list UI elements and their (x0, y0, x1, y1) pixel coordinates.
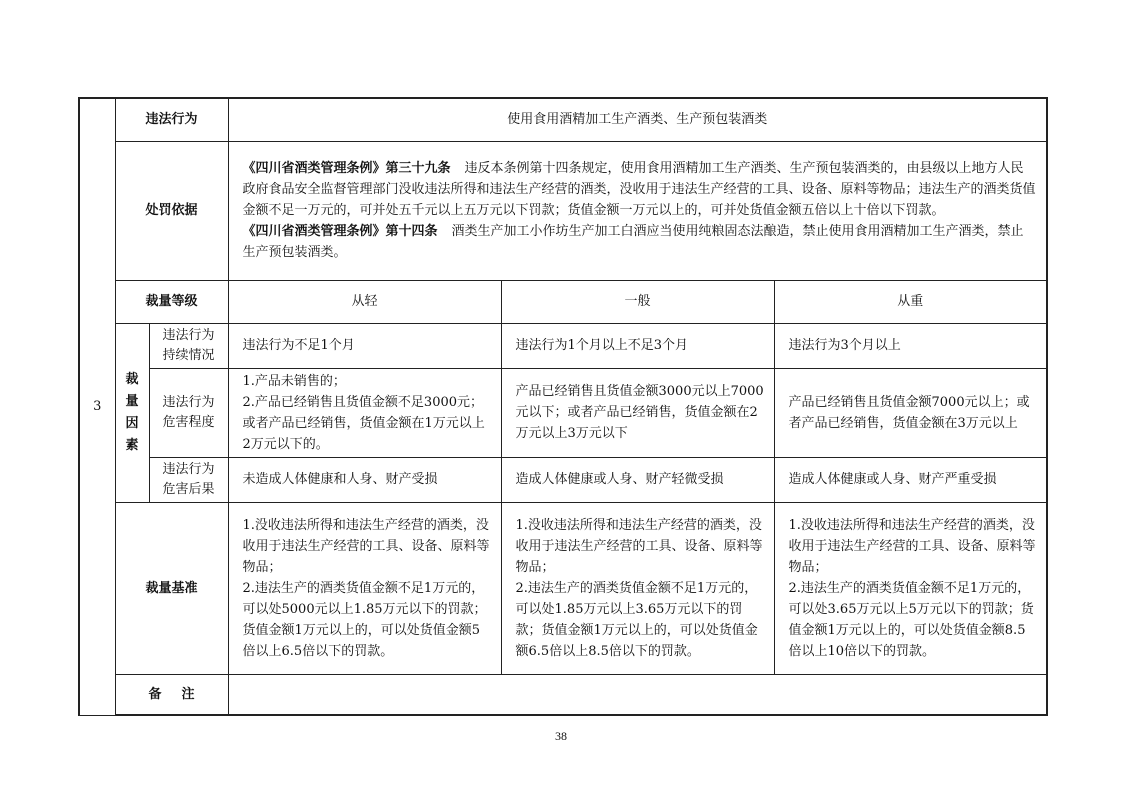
standard-light: 1.没收违法所得和违法生产经营的酒类，没收用于违法生产经营的工具、设备、原料等物品； 2.违法生产的酒类货值金额不足1万元的，可以处5000元以上1.85万元以下的罚款；货值金额1万元以上的，可以处货值金额5倍以上6.5倍以下的罚款。 (228, 502, 501, 674)
standard-normal: 1.没收违法所得和违法生产经营的酒类，没收用于违法生产经营的工具、设备、原料等物品； 2.违法生产的酒类货值金额不足1万元的，可以处1.85万元以上3.65万元以下的罚款；货值金额1万元以上的，可以处货值金额6.5倍以上8.5倍以下的罚款。 (501, 502, 774, 674)
remarks-value (228, 674, 1047, 715)
discretion-table (78, 97, 1048, 716)
factor-duration-label: 违法行为 持续情况 (149, 323, 228, 368)
row-remarks (79, 674, 1047, 715)
row-factor-severity (79, 368, 1047, 457)
duration-normal: 违法行为1个月以上不足3个月 (501, 323, 774, 368)
duration-light: 违法行为不足1个月 (228, 323, 501, 368)
basis-text-1: 违反本条例第十四条规定，使用食用酒精加工生产酒类、生产预包装酒类的，由县级以上地方人民政府食品安全监督管理部门没收违法所得和违法生产经营的酒类，没收用于违法生产经营的工具、设备、原料等物品；违法生产的酒类货值金额不足一万元的，可并处五千元以上五万元以下罚款；货值金额一万元以上的，可并处货值金额五倍以上十倍以下罚款。 (242, 161, 1036, 218)
severity-heavy: 产品已经销售且货值金额7000元以上；或者产品已经销售，货值金额在3万元以上 (774, 368, 1047, 457)
severity-normal: 产品已经销售且货值金额3000元以上7000元以下；或者产品已经销售，货值金额在2万元以上3万元以下 (501, 368, 774, 457)
severity-light: 1.产品未销售的； 2.产品已经销售且货值金额不足3000元；或者产品已经销售，货值金额在1万元以上2万元以下的。 (228, 368, 501, 457)
consequence-light: 未造成人体健康和人身、财产受损 (228, 457, 501, 502)
levels-label: 裁量等级 (115, 280, 228, 323)
penalty-basis-content (228, 141, 1047, 280)
violation-label: 违法行为 (115, 98, 228, 141)
level-light: 从轻 (228, 280, 501, 323)
level-normal: 一般 (501, 280, 774, 323)
factor-group-label: 裁 量 因 素 (115, 323, 149, 502)
factor-severity-label: 违法行为 危害程度 (149, 368, 228, 457)
basis-paragraph-2 (243, 221, 1037, 263)
basis-paragraph-1 (243, 158, 1037, 221)
basis-law-2: 《四川省酒类管理条例》第十四条 (242, 224, 438, 239)
standard-heavy: 1.没收违法所得和违法生产经营的酒类，没收用于违法生产经营的工具、设备、原料等物品； 2.违法生产的酒类货值金额不足1万元的，可以处3.65万元以上5万元以下的罚款；货值金额1万元以上的，可以处货值金额8.5倍以上10倍以下的罚款。 (774, 502, 1047, 674)
penalty-basis-label: 处罚依据 (115, 141, 228, 280)
standard-label: 裁量基准 (115, 502, 228, 674)
basis-law-1: 《四川省酒类管理条例》第三十九条 (242, 161, 451, 176)
page-number: 38 (555, 729, 567, 743)
level-heavy: 从重 (774, 280, 1047, 323)
row-levels (79, 280, 1047, 323)
basis-text-2: 酒类生产加工小作坊生产加工白酒应当使用纯粮固态法酿造，禁止使用食用酒精加工生产酒类，禁止生产预包装酒类。 (242, 224, 1024, 260)
violation-value: 使用食用酒精加工生产酒类、生产预包装酒类 (228, 98, 1047, 141)
remarks-label: 备注 (115, 674, 228, 715)
row-penalty-basis (79, 141, 1047, 280)
duration-heavy: 违法行为3个月以上 (774, 323, 1047, 368)
factor-consequence-label: 违法行为 危害后果 (149, 457, 228, 502)
consequence-normal: 造成人体健康或人身、财产轻微受损 (501, 457, 774, 502)
item-number: 3 (79, 98, 115, 715)
row-factor-duration (79, 323, 1047, 368)
row-violation (79, 98, 1047, 141)
row-factor-consequence (79, 457, 1047, 502)
row-standard (79, 502, 1047, 674)
consequence-heavy: 造成人体健康或人身、财产严重受损 (774, 457, 1047, 502)
